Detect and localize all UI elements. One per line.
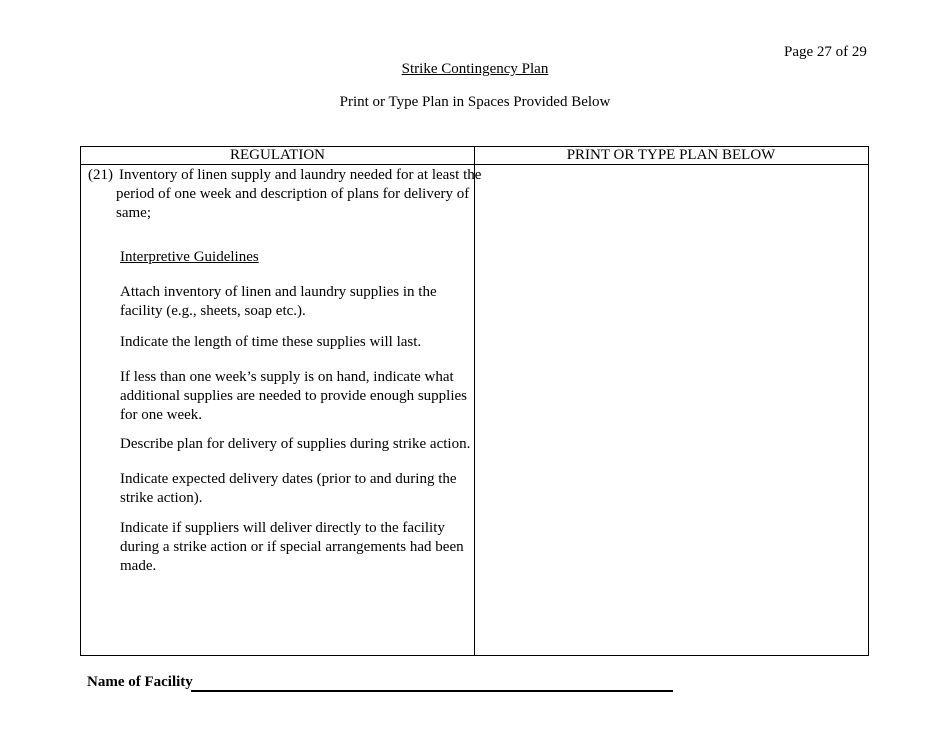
guideline-line: strike action). xyxy=(120,490,203,506)
guideline-line: Describe plan for delivery of supplies during strike action. xyxy=(120,436,471,452)
regulation-text-cont xyxy=(116,185,469,223)
plan-table xyxy=(80,146,869,656)
guideline-line: Indicate expected delivery dates (prior to and during the xyxy=(120,471,457,487)
guideline-item xyxy=(120,435,470,454)
guideline-line: for one week. xyxy=(120,407,203,423)
document-subtitle: Print or Type Plan in Spaces Provided Below xyxy=(339,94,611,110)
guideline-line: facility (e.g., sheets, soap etc.). xyxy=(120,303,306,319)
document-title: Strike Contingency Plan xyxy=(401,61,549,77)
guideline-line: additional supplies are needed to provide enough supplies xyxy=(120,388,467,404)
guideline-line: If less than one week’s supply is on hand, indicate what xyxy=(120,369,454,385)
regulation-line: Inventory of linen supply and laundry needed for at least the xyxy=(119,167,482,183)
facility-label: Name of Facility xyxy=(87,674,193,690)
guidelines-heading: Interpretive Guidelines xyxy=(120,249,259,265)
regulation-line: period of one week and description of plans for delivery of xyxy=(116,186,470,202)
guideline-item xyxy=(120,283,437,321)
facility-name-field[interactable] xyxy=(191,674,673,692)
page-number: Page 27 of 29 xyxy=(784,44,867,60)
regulation-line: same; xyxy=(116,205,151,221)
guideline-line: Indicate the length of time these supplies will last. xyxy=(120,334,422,350)
guideline-item xyxy=(120,368,467,425)
guideline-line: Indicate if suppliers will deliver directly to the facility xyxy=(120,520,445,536)
guideline-line: Attach inventory of linen and laundry supplies in the xyxy=(120,284,437,300)
plan-entry-area[interactable] xyxy=(481,169,861,649)
guideline-line: made. xyxy=(120,558,157,574)
guideline-item xyxy=(120,470,457,508)
header-regulation: REGULATION xyxy=(230,147,325,163)
header-plan: PRINT OR TYPE PLAN BELOW xyxy=(566,147,776,163)
guideline-line: during a strike action or if special arrangements had been xyxy=(120,539,464,555)
regulation-text xyxy=(119,166,481,185)
column-divider xyxy=(474,147,475,655)
regulation-number: (21) xyxy=(88,167,113,183)
guideline-item xyxy=(120,519,464,576)
guideline-item xyxy=(120,333,421,352)
